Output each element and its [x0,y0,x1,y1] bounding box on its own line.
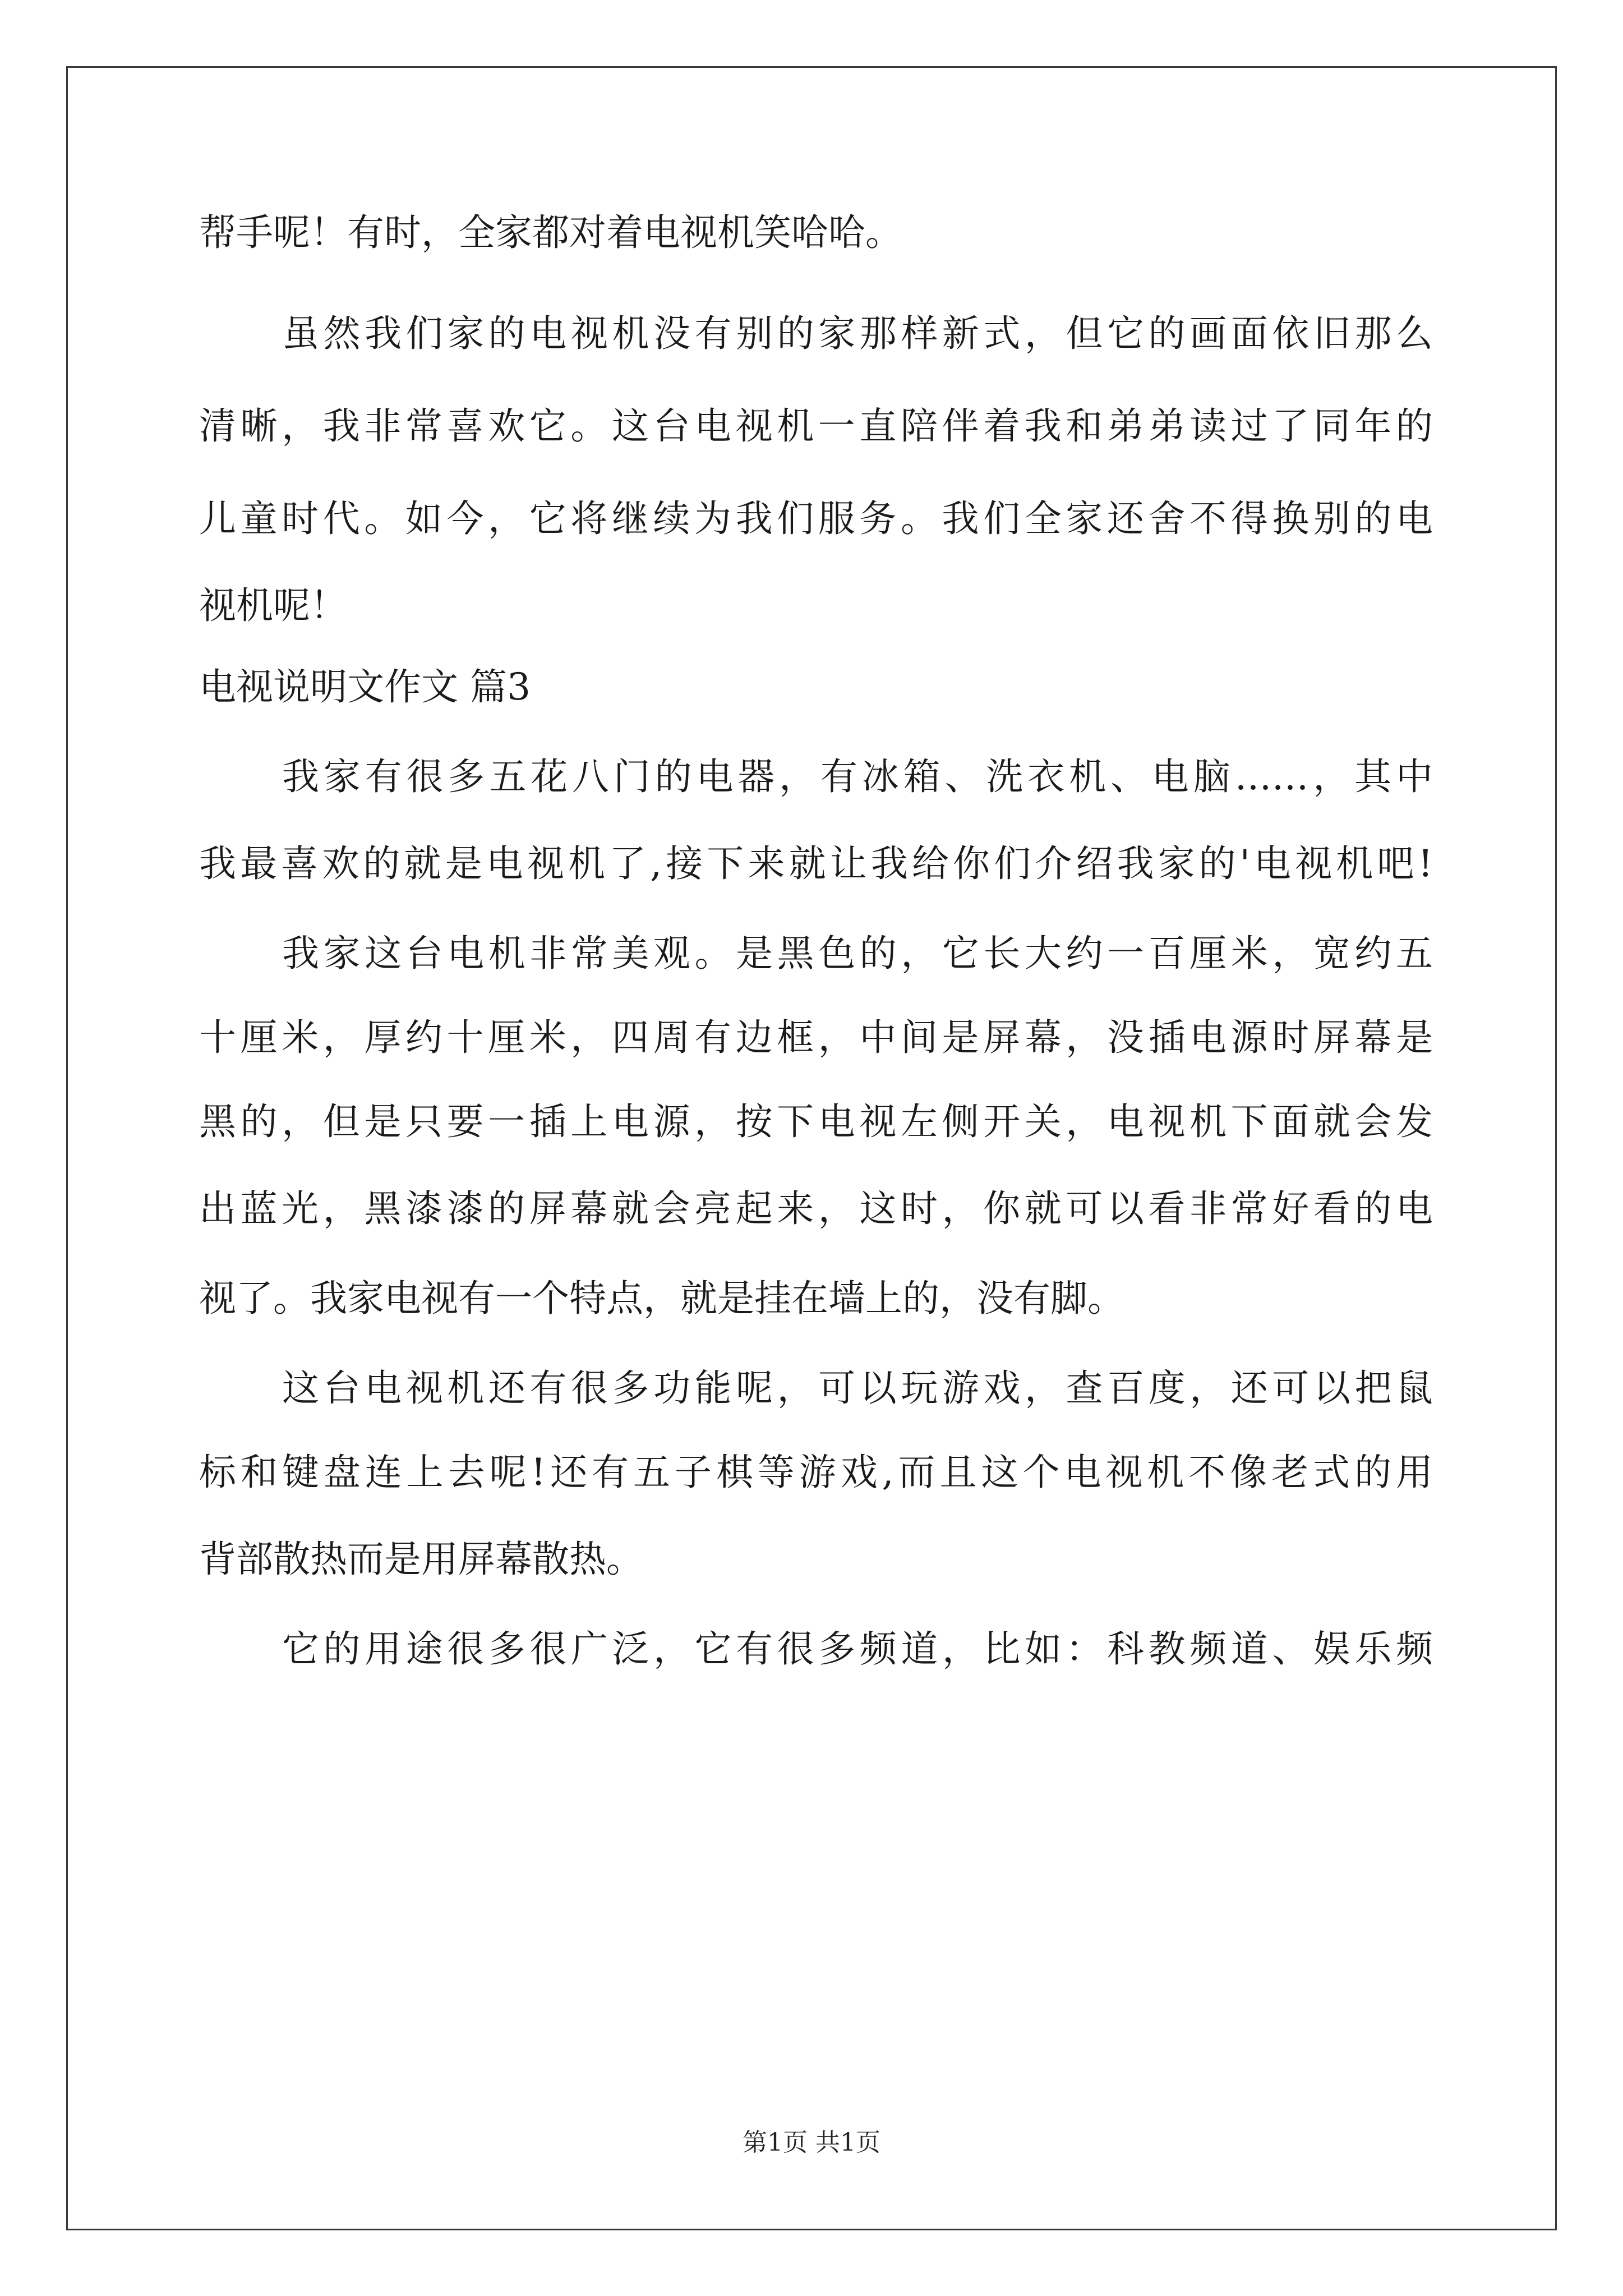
page-footer: 第1页 共1页 [743,2128,880,2157]
text-line-15: 标和键盘连上去呢!还有五子棋等游戏,而且这个电视机不像老式的用 [199,1451,1433,1494]
section-heading: 电视说明文作文 篇3 [199,665,531,708]
text-line-3: 清晰，我非常喜欢它。这台电视机一直陪伴着我和弟弟读过了同年的 [199,404,1433,448]
text-line-12: 出蓝光，黑漆漆的屏幕就会亮起来，这时，你就可以看非常好看的电 [199,1187,1433,1230]
text-line-16: 背部散热而是用屏幕散热。 [199,1538,643,1581]
text-line-4: 儿童时代。如今，它将继续为我们服务。我们全家还舍不得换别的电 [199,497,1433,540]
text-line-2: 虽然我们家的电视机没有别的家那样新式，但它的画面依旧那么 [282,312,1433,355]
text-line-11: 黑的，但是只要一插上电源，按下电视左侧开关，电视机下面就会发 [199,1100,1433,1143]
text-line-13: 视了。我家电视有一个特点，就是挂在墙上的，没有脚。 [199,1277,1124,1320]
text-line-10: 十厘米，厚约十厘米，四周有边框，中间是屏幕，没插电源时屏幕是 [199,1016,1433,1059]
text-line-1: 帮手呢！有时，全家都对着电视机笑哈哈。 [199,211,902,254]
text-line-5: 视机呢！ [199,584,347,627]
text-line-14: 这台电视机还有很多功能呢，可以玩游戏，查百度，还可以把鼠 [282,1366,1433,1410]
text-line-7: 我家有很多五花八门的电器，有冰箱、洗衣机、电脑……，其中 [282,755,1433,798]
text-line-17: 它的用途很多很广泛，它有很多频道，比如：科教频道、娱乐频 [282,1627,1433,1671]
text-line-8: 我最喜欢的就是电视机了,接下来就让我给你们介绍我家的'电视机吧! [199,842,1433,885]
text-line-9: 我家这台电机非常美观。是黑色的，它长大约一百厘米，宽约五 [282,932,1433,975]
